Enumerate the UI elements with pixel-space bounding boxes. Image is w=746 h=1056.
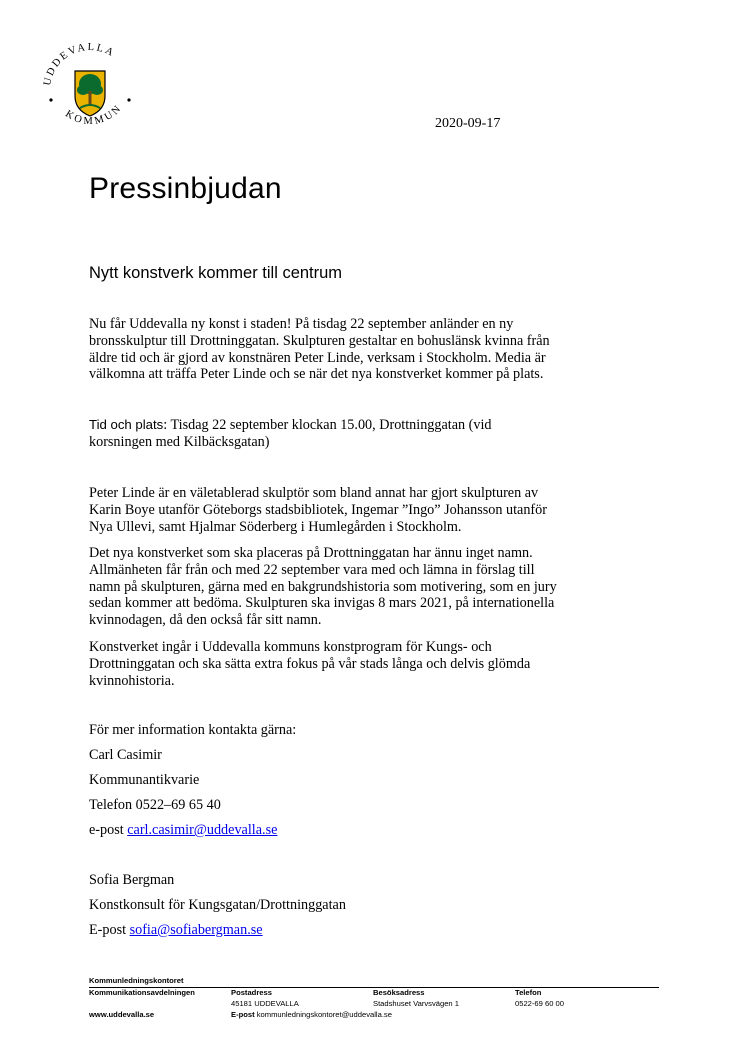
- text-line: bronsskulptur till Drottninggatan. Skulpturen gestaltar en bohuslänsk kvinna från: [89, 332, 550, 349]
- uddevalla-kommun-logo: [38, 38, 142, 133]
- text-line: Peter Linde är en väletablerad skulptör som bland annat har gjort skulpturen av: [89, 485, 539, 501]
- coat-of-arms-tree-icon: [75, 71, 105, 116]
- text-line: : Tisdag 22 september klockan 15.00, Drottninggatan (vid: [163, 417, 492, 433]
- intro-paragraph: [89, 316, 609, 383]
- text-line: kvinnodagen, då den också får sitt namn.: [89, 612, 322, 629]
- footer-phone-value: 0522-69 60 00: [515, 999, 564, 1008]
- text-line: Allmänheten får från och med 22 september vara med och lämna in förslag till: [89, 561, 535, 578]
- text-line: korsningen med Kilbäcksgatan): [89, 433, 270, 450]
- footer-phone-label: Telefon: [515, 988, 542, 997]
- email-link-carl[interactable]: carl.casimir@uddevalla.se: [127, 822, 278, 838]
- email-prefix: e-post: [89, 822, 128, 838]
- footer-email-row: [231, 1010, 392, 1019]
- footer-email-value[interactable]: kommunledningskontoret@uddevalla.se: [256, 1010, 392, 1019]
- document-date: 2020-09-17: [435, 116, 501, 131]
- text-line: Drottninggatan och ska sätta extra fokus på vår stads långa och delvis glömda: [89, 655, 531, 672]
- text-line: kvinnohistoria.: [89, 672, 175, 689]
- text-line: välkomna att träffa Peter Linde och se när det nya konstverket kommer på plats.: [89, 366, 544, 383]
- time-place-label: Tid och plats: [89, 417, 164, 432]
- page-title: Pressinbjudan: [89, 172, 282, 205]
- text-line: sedan kommer att bedöma. Skulpturen ska invigas 8 mars 2021, på internationella: [89, 595, 555, 612]
- contact-email-row: [89, 822, 277, 839]
- time-place-paragraph: [89, 417, 609, 451]
- artist-paragraph: [89, 485, 609, 535]
- contact-phone: Telefon 0522–69 65 40: [89, 797, 221, 813]
- footer-website[interactable]: www.uddevalla.se: [89, 1010, 155, 1019]
- text-line: äldre tid och är gjord av konstnären Peter Linde, verksam i Stockholm. Media är: [89, 349, 546, 366]
- art-program-paragraph: [89, 639, 609, 689]
- logo-ring-bottom-text: KOMMUN: [63, 102, 125, 128]
- contact-name-2: Sofia Bergman: [89, 872, 175, 888]
- logo-dot-right: [127, 98, 130, 101]
- text-line: Nu får Uddevalla ny konst i staden! På tisdag 22 september anländer en ny: [89, 316, 514, 332]
- footer-visit-value: Stadshuset Varvsvägen 1: [373, 999, 459, 1008]
- subtitle: Nytt konstverk kommer till centrum: [89, 264, 343, 282]
- footer-office: Kommunledningskontoret: [89, 976, 184, 985]
- text-line: Nya Ullevi, samt Hjalmar Söderberg i Humlegården i Stockholm.: [89, 518, 462, 535]
- footer-department: Kommunikationsavdelningen: [89, 988, 195, 997]
- contact-name: Carl Casimir: [89, 747, 162, 763]
- logo-dot-left: [49, 98, 52, 101]
- text-line: Konstverket ingår i Uddevalla kommuns konstprogram för Kungs- och: [89, 639, 492, 655]
- text-line: Karin Boye utanför Göteborgs stadsbibliotek, Ingemar ”Ingo” Johansson utanför: [89, 501, 547, 518]
- name-competition-paragraph: [89, 545, 609, 629]
- footer-visit-label: Besöksadress: [373, 988, 425, 997]
- text-line: Det nya konstverket som ska placeras på Drottninggatan har ännu inget namn.: [89, 545, 533, 561]
- email-prefix: E-post: [89, 922, 130, 938]
- footer-postal-value: 45181 UDDEVALLA: [231, 999, 299, 1008]
- contact-email-row-2: [89, 922, 263, 939]
- footer-postal-label: Postadress: [231, 988, 272, 997]
- text-line: namn på skulpturen, gärna med en bakgrundshistoria som motivering, som en jury: [89, 578, 557, 595]
- email-link-sofia[interactable]: sofia@sofiabergman.se: [129, 922, 263, 938]
- contact-role: Kommunantikvarie: [89, 772, 200, 788]
- contact-role-2: Konstkonsult för Kungsgatan/Drottninggatan: [89, 897, 346, 913]
- contact-intro: För mer information kontakta gärna:: [89, 722, 297, 738]
- logo-ring-top-text: UDDEVALLA: [42, 41, 117, 87]
- footer-email-label: E-post: [231, 1010, 255, 1019]
